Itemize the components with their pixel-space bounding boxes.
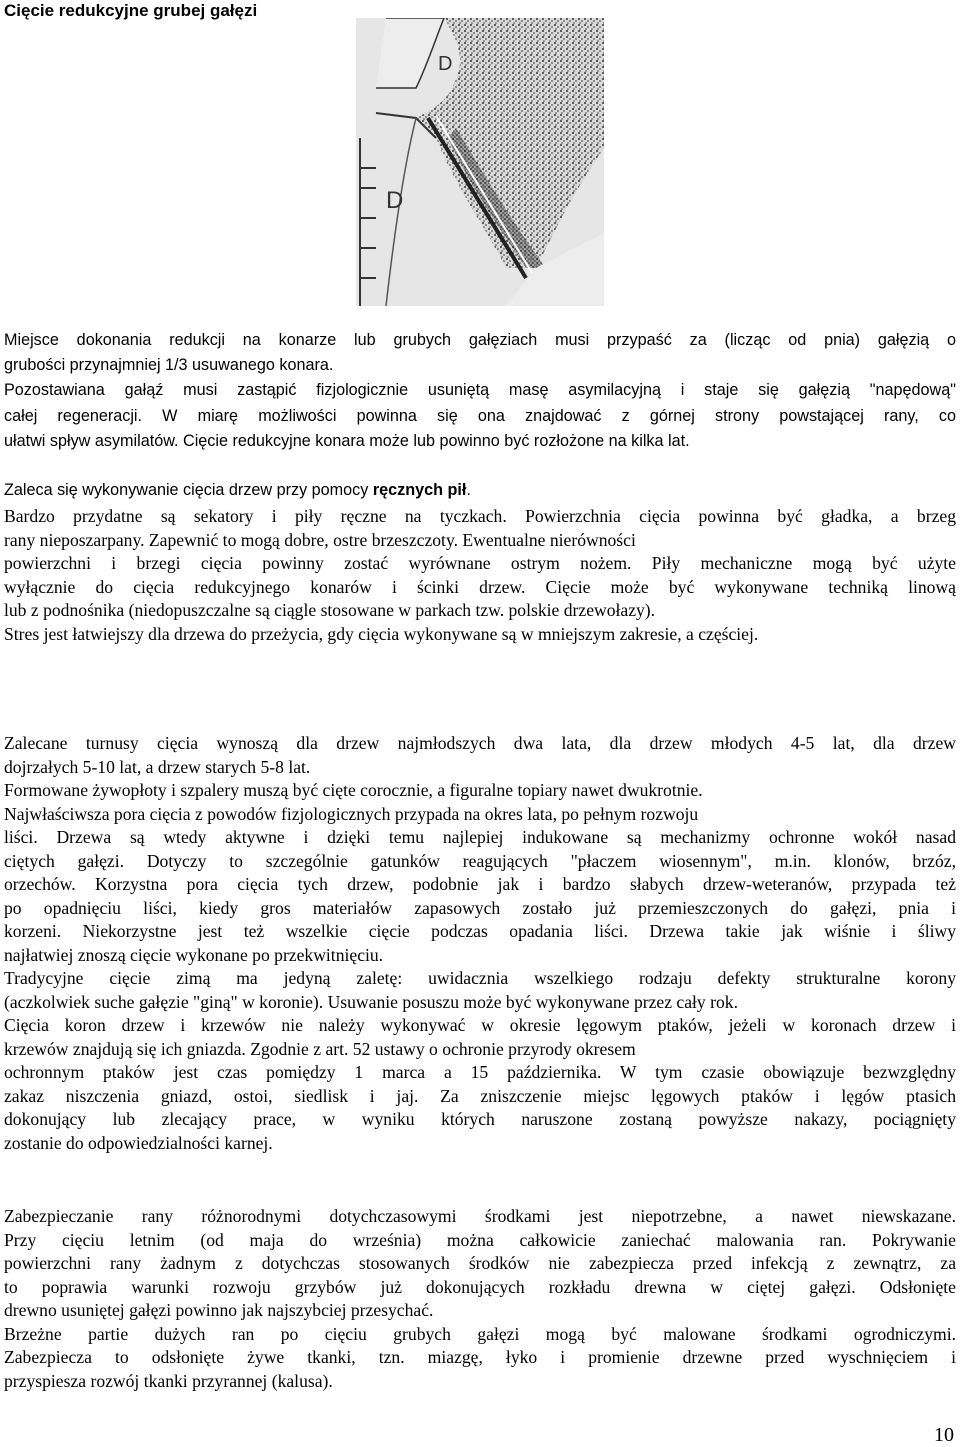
- page-number: 10: [934, 1424, 954, 1446]
- paragraph-reduction-place: [4, 328, 956, 454]
- text-line: Najwłaściwsza pora cięcia z powodów fizjologicznych przypada na okres lata, po pełnym rozwoju: [4, 803, 699, 824]
- text-line: Pozostawiana gałąź musi zastąpić fizjologicznie usuniętą masę asymilacyjną i staje się gałęzią "napędową": [4, 381, 956, 400]
- text-line: lub z podnośnika (niedopuszczalne są ciągle stosowane w parkach tzw. polskie drzewołazy).: [4, 600, 656, 620]
- text-line: powierzchni rany żadnym z dotychczas stosowanych środków nie zabezpiecza przed infekcją z zewnątrz, za: [4, 1253, 956, 1273]
- page-title: Cięcie redukcyjne grubej gałęzi: [4, 1, 258, 20]
- text-line: Formowane żywopłoty i szpalery muszą być cięte corocznie, a figuralne topiary nawet dwukrotnie.: [4, 780, 703, 800]
- text-line: ochronnym ptaków jest czas pomiędzy 1 marca a 15 października. W tym czasie obowiązuje bezwzględny: [4, 1062, 956, 1082]
- text-line: po opadnięciu liści, kiedy gros materiałów zapasowych zostało już przemieszczonych do gałęzi, pnia i: [4, 897, 956, 918]
- text-line: grubości przynajmniej 1/3 usuwanego konara.: [4, 356, 334, 375]
- text-line: powierzchni i brzegi cięcia powinny zostać wyrównane ostrym nożem. Piły mechaniczne mogą być użyte: [4, 553, 956, 573]
- text-line: orzechów. Korzystna pora cięcia tych drzew, podobnie jak i bardzo słabych drzew-weteranów, przypada też: [4, 874, 956, 894]
- text-line: ciętych gałęzi. Dotyczy to szczególnie gatunków reagujących "płaczem wiosennym", m.in. klonów, brzóz,: [4, 850, 956, 871]
- text-line: najłatwiej znoszą cięcie wykonane po przekwitnięciu.: [4, 944, 384, 965]
- paragraph-wound-protection: [4, 1205, 956, 1393]
- text-line: to poprawia warunki rozwoju grzybów już dokonujących rozkładu drewna w ciętej gałęzi. Odsłonięte: [4, 1276, 956, 1297]
- branch-cut-illustration: [356, 18, 604, 306]
- text-line: Bardzo przydatne są sekatory i piły ręczne na tyczkach. Powierzchnia cięcia powinna być gładka, a brzeg: [4, 506, 956, 526]
- text-line: Zabezpieczanie rany różnorodnymi dotychczasowymi środkami jest niepotrzebne, a nawet niewskazane.: [4, 1206, 956, 1226]
- paragraph-tools: [4, 478, 956, 503]
- text-line: Zabezpiecza to odsłonięte żywe tkanki, tzn. miazgę, łyko i promienie drzewne przed wyschnięciem i: [4, 1347, 956, 1367]
- text-line: ułatwi spływ asymilatów. Cięcie redukcyjne konara może lub powinno być rozłożone na kilka lat.: [4, 431, 690, 450]
- text-line: całej regeneracji. W miarę możliwości powinna się ona znajdować z górnej strony powstającej rany, co: [4, 406, 956, 425]
- text-line: liści. Drzewa są wtedy aktywne i dzięki temu najlepiej indukowane są mechanizmy ochronne wokół nasad: [4, 827, 956, 847]
- figure-label-d-left: D: [386, 187, 404, 214]
- paragraph-cutting-schedule: [4, 732, 956, 1155]
- text-line: Zaleca się wykonywanie cięcia drzew przy pomocy ręcznych pił.: [4, 481, 471, 499]
- text-line: wyłącznie do cięcia redukcyjnego konarów i ścinki drzew. Cięcie może być wykonywane techniką linową: [4, 576, 956, 597]
- text-line: dokonujący lub zlecający prace, w wyniku których naruszone zostaną powyższe nakazy, pociągnięty: [4, 1109, 956, 1129]
- text-line: Tradycyjne cięcie zimą ma jedyną zaletę: uwidacznia wszelkiego rodzaju defekty strukturalne korony: [4, 968, 956, 988]
- text-line: Brzeżne partie dużych ran po cięciu grubych gałęzi mogą być malowane środkami ogrodniczymi.: [4, 1323, 956, 1344]
- text-line: zostanie do odpowiedzialności karnej.: [4, 1132, 273, 1153]
- text-line: Zalecane turnusy cięcia wynoszą dla drzew najmłodszych dwa lata, dla drzew młodych 4-5 lat, dla drzew: [4, 733, 956, 753]
- text-line: Cięcia koron drzew i krzewów nie należy wykonywać w okresie lęgowym ptaków, jeżeli w koronach drzew i: [4, 1015, 956, 1035]
- text-line: przyspiesza rozwój tkanki przyrannej (kalusa).: [4, 1370, 333, 1391]
- text-line: drewno usuniętej gałęzi powinno jak najszybciej przesychać.: [4, 1300, 434, 1320]
- text-line: Przy cięciu letnim (od maja do września) można całkowicie zaniechać malowania ran. Pokrywanie: [4, 1229, 956, 1250]
- text-line: Miejsce dokonania redukcji na konarze lub grubych gałęziach musi przypaść za (licząc od pnia) gałęzią o: [4, 331, 956, 349]
- bold-term: ręcznych pił: [372, 481, 467, 499]
- text-line: Stres jest łatwiejszy dla drzewa do przeżycia, gdy cięcia wykonywane są w mniejszym zakresie, a częściej.: [4, 623, 759, 644]
- text-line: rany nieposzarpany. Zapewnić to mogą dobre, ostre brzeszczoty. Ewentualne nierówności: [4, 529, 636, 550]
- text-line: korzeni. Niekorzystne jest też wszelkie cięcie podczas opadania liści. Drzewa takie jak wiśnie i śliwy: [4, 921, 956, 941]
- text-line: krzewów znajdują się ich gniazda. Zgodnie z art. 52 ustawy o ochronie przyrody okresem: [4, 1038, 636, 1059]
- text-line: (aczkolwiek suche gałęzie "giną" w koronie). Usuwanie posuszu może być wykonywane przez cały rok.: [4, 991, 738, 1012]
- text-line: dojrzałych 5-10 lat, a drzew starych 5-8 lat.: [4, 756, 311, 777]
- paragraph-tools-detail: [4, 505, 956, 646]
- text-line: zakaz niszczenia gniazd, ostoi, siedlisk i jaj. Za zniszczenie miejsc lęgowych ptaków i lęgów ptasich: [4, 1085, 956, 1106]
- figure-label-d-top: D: [438, 53, 453, 75]
